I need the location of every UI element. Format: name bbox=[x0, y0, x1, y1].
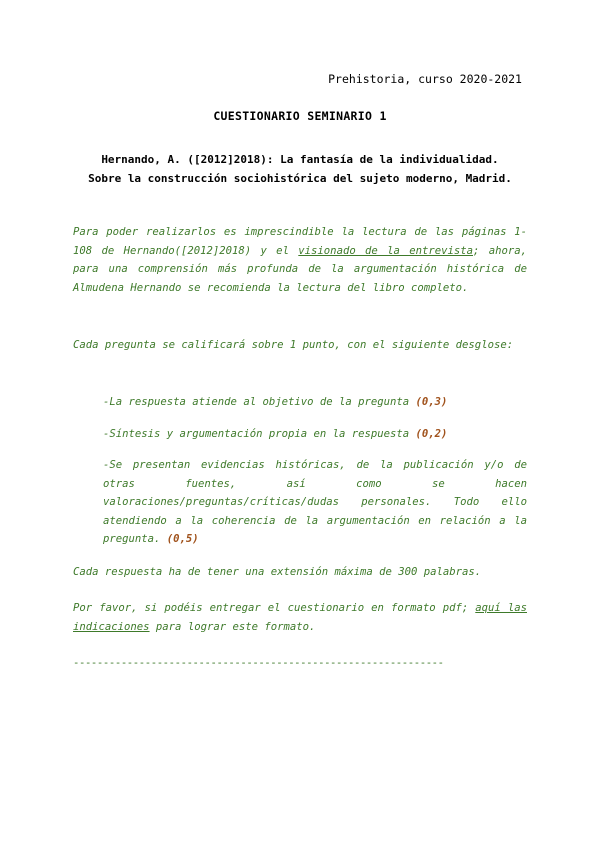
criterion-3: -Se presentan evidencias históricas, de la publicación y/o de otras fuentes, así como se hacen valoraciones/preguntas/críticas/dudas personales. Todo ello atendiendo a la coherencia de la argumentación en relación a la pregunta. (0,5) bbox=[103, 459, 527, 545]
document-title: CUESTIONARIO SEMINARIO 1 bbox=[213, 109, 387, 123]
criterion-2-points: (0,2) bbox=[415, 428, 448, 440]
course-header: Prehistoria, curso 2020-2021 bbox=[328, 72, 522, 86]
criterion-1: -La respuesta atiende al objetivo de la pregunta (0,3) bbox=[103, 396, 448, 408]
criterion-3-points: (0,5) bbox=[166, 533, 199, 545]
bibliographic-reference bbox=[60, 150, 540, 188]
criterion-1-points: (0,3) bbox=[415, 396, 448, 408]
interview-link[interactable]: visionado de la entrevista bbox=[298, 244, 474, 257]
intro-paragraph: Para poder realizarlos es imprescindible la lectura de las páginas 1-108 de Hernando([2012]2018) y el visionado de la entrevista; ahora, para una comprensión más profunda de la argumentación histórica de Almudena Hernando se recomienda la lectura del libro completo. bbox=[73, 226, 528, 294]
pdf-instructions-link[interactable]: aquí las indicaciones bbox=[73, 602, 527, 633]
grading-intro: Cada pregunta se calificará sobre 1 punto, con el siguiente desglose: bbox=[73, 339, 514, 351]
pdf-note: Por favor, si podéis entregar el cuestionario en formato pdf; aquí las indicaciones para lograr este formato. bbox=[73, 602, 527, 633]
criterion-2: -Síntesis y argumentación propia en la respuesta (0,2) bbox=[103, 428, 448, 440]
reference-line-2: Sobre la construcción sociohistórica del sujeto moderno, Madrid. bbox=[88, 172, 512, 185]
separator-line: -------------------------------------------------------------- bbox=[73, 657, 444, 669]
reference-line-1: Hernando, A. ([2012]2018): La fantasía de la individualidad. bbox=[101, 153, 499, 166]
length-note: Cada respuesta ha de tener una extensión máxima de 300 palabras. bbox=[73, 566, 482, 578]
